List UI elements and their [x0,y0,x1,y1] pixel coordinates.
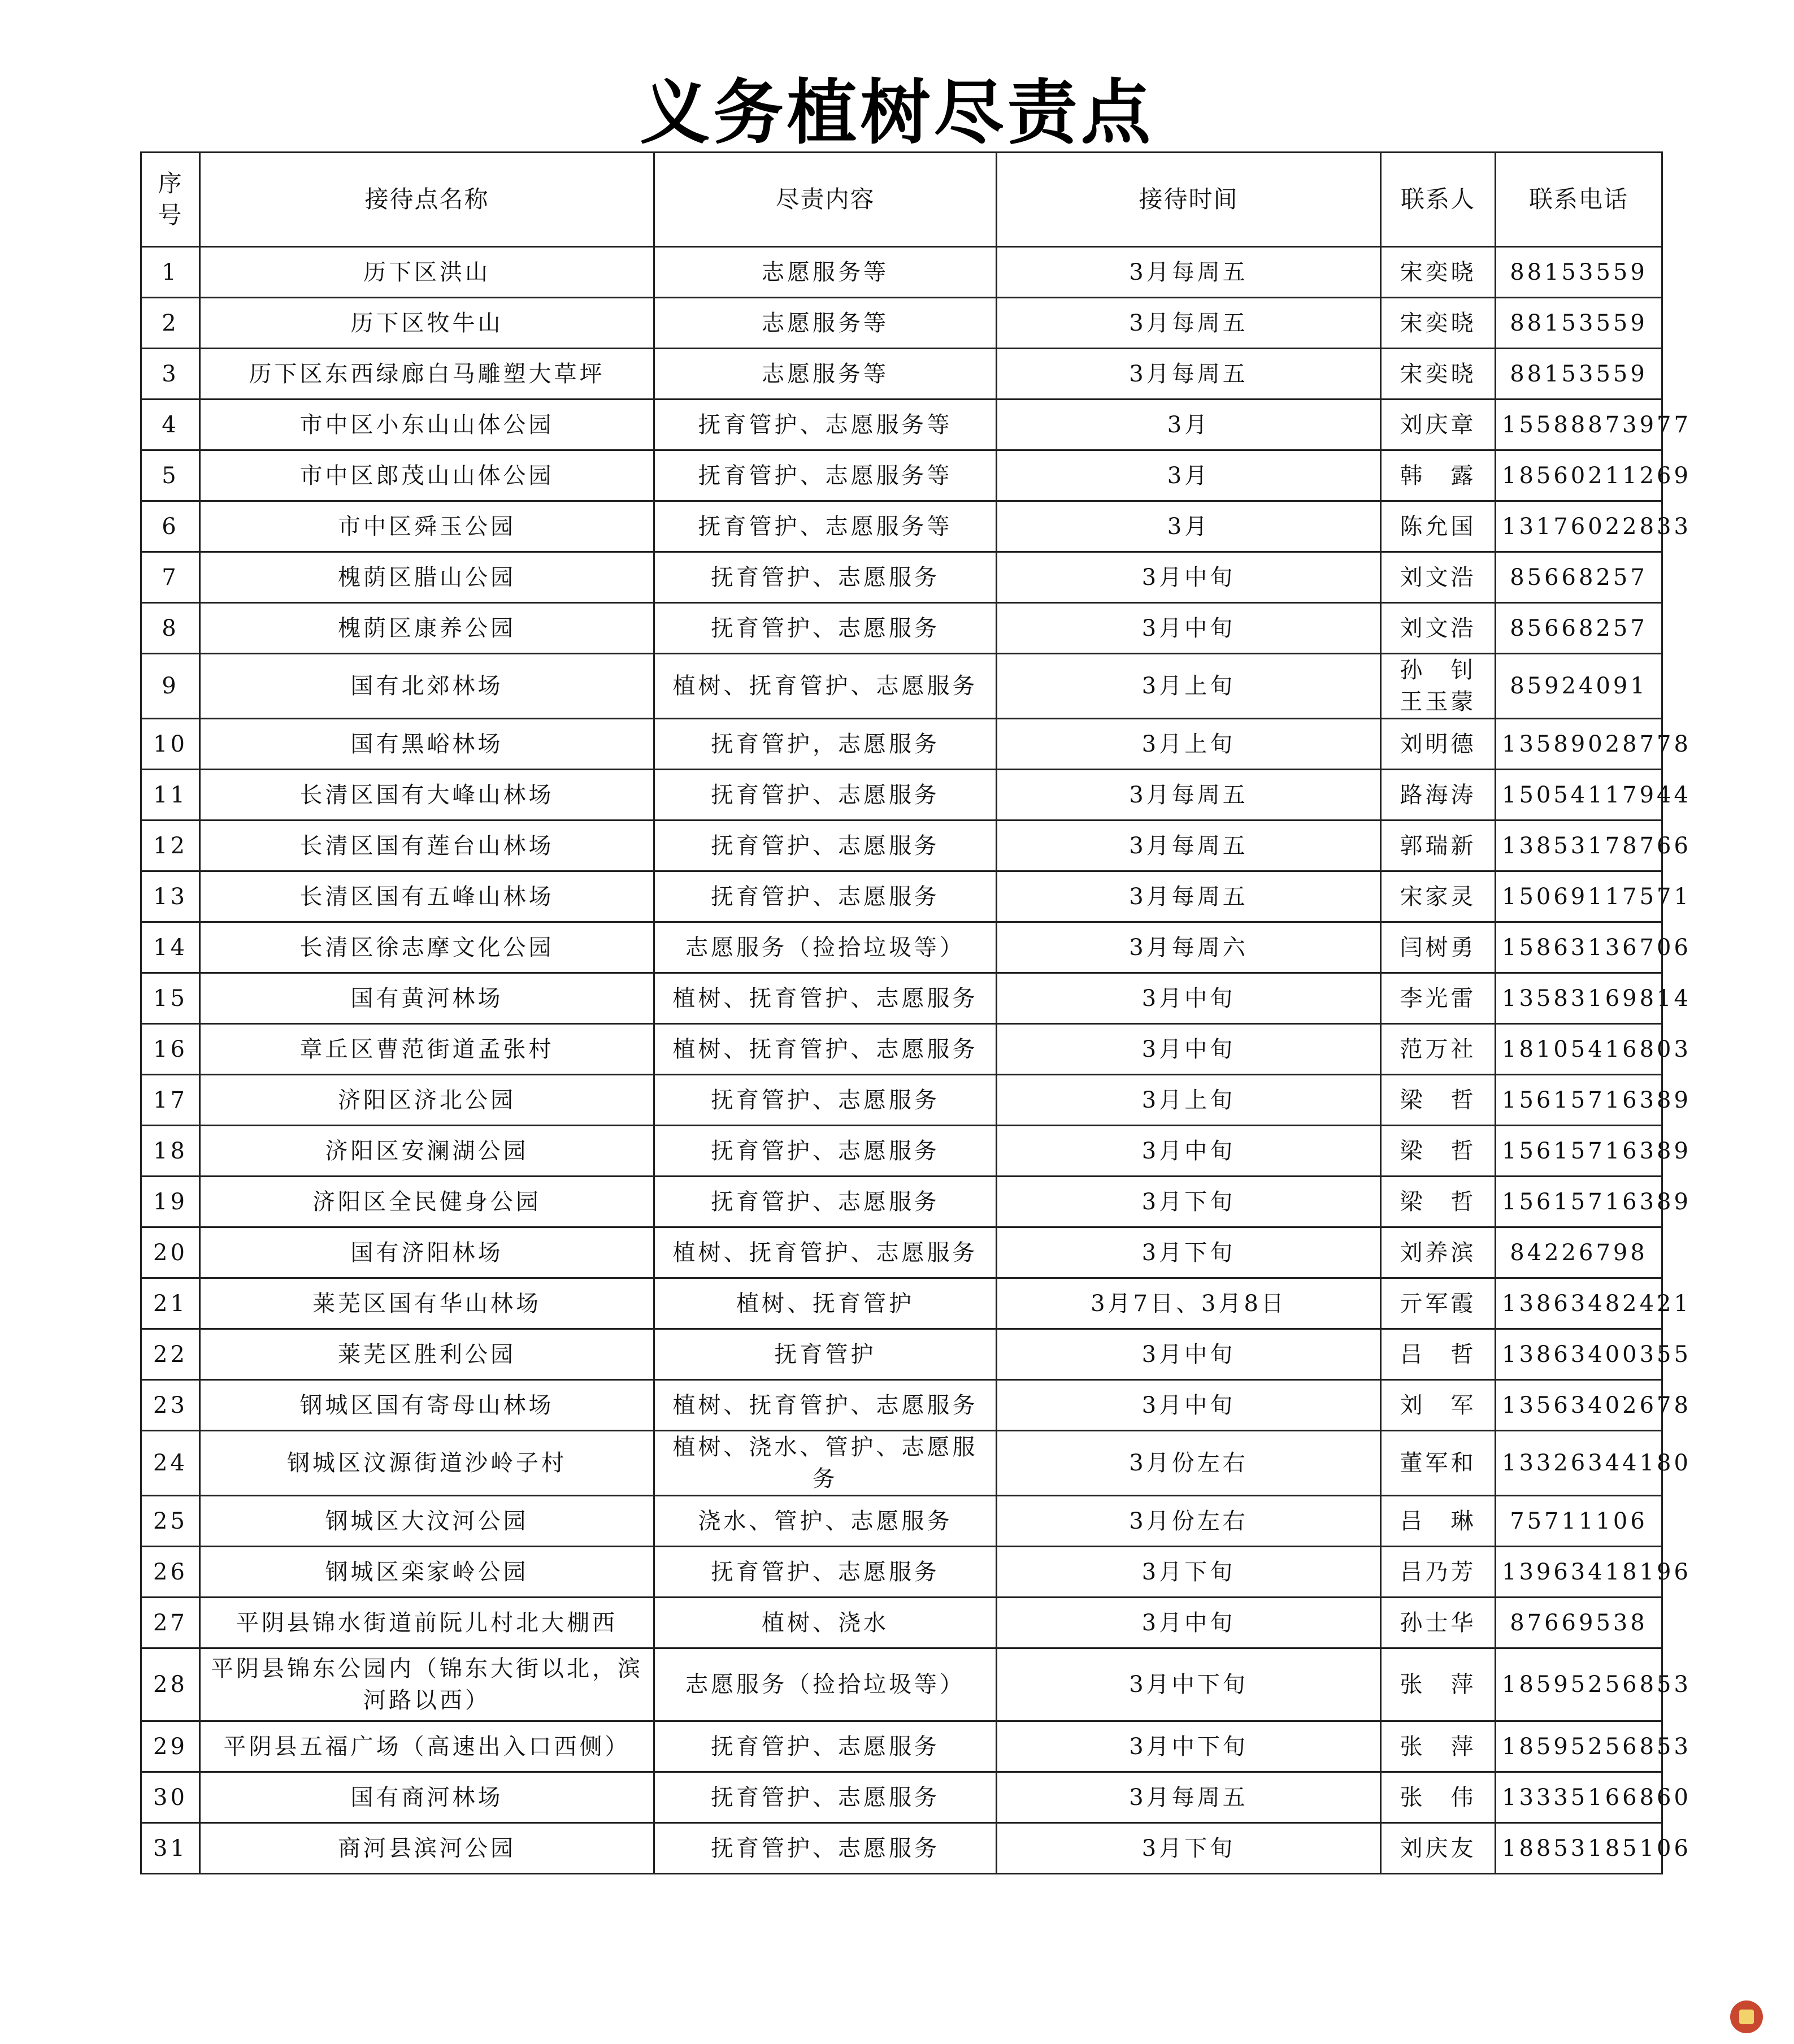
cell-contact [1381,770,1496,821]
cell-contact [1381,1772,1496,1823]
cell-time: 3月中旬 [997,552,1381,603]
cell-contact [1381,247,1496,298]
table-body [141,247,1691,1874]
cell-time: 3月 [997,450,1381,501]
cell-contact [1381,298,1496,349]
cell-name: 市中区郎茂山山体公园 [200,450,654,501]
cell-seq: 26 [141,1547,200,1598]
cell-time: 3月中旬 [997,1329,1381,1380]
table-row [141,654,1662,719]
cell-contact [1381,1278,1496,1329]
cell-contact [1381,603,1496,654]
contact-name: 梁 哲 [1400,1087,1476,1113]
cell-time: 3月每周五 [997,349,1381,400]
cell-name: 钢城区国有寄母山林场 [200,1380,654,1431]
cell-phone: 18560211269 [1496,450,1662,501]
cell-time: 3月上旬 [997,654,1381,719]
cell-name: 钢城区栾家岭公园 [200,1547,654,1598]
contact-name: 郭瑞新 [1400,832,1476,859]
cell-content: 植树、抚育管护、志愿服务 [654,973,997,1024]
cell-contact [1381,1648,1496,1721]
cell-content: 志愿服务等 [654,349,997,400]
cell-time: 3月每周五 [997,821,1381,871]
cell-contact [1381,1823,1496,1874]
table-row [141,1380,1662,1431]
cell-phone: 84226798 [1496,1227,1662,1278]
header-content: 尽责内容 [654,153,997,247]
cell-contact [1381,654,1496,719]
cell-seq: 21 [141,1278,200,1329]
contact-name: 梁 哲 [1400,1138,1476,1164]
contact-name: 路海涛 [1400,782,1476,808]
cell-seq: 9 [141,654,200,719]
cell-phone: 85668257 [1496,603,1662,654]
cell-content: 植树、浇水 [654,1598,997,1648]
cell-name: 长清区国有大峰山林场 [200,770,654,821]
cell-phone: 87669538 [1496,1598,1662,1648]
cell-seq: 28 [141,1648,200,1721]
cell-time: 3月份左右 [997,1431,1381,1496]
cell-seq: 16 [141,1024,200,1075]
cell-phone: 18853185106 [1496,1823,1662,1874]
table-row [141,247,1662,298]
cell-name: 历下区东西绿廊白马雕塑大草坪 [200,349,654,400]
cell-phone: 13326344180 [1496,1431,1662,1496]
cell-content: 抚育管护、志愿服务 [654,603,997,654]
cell-content: 抚育管护、志愿服务 [654,770,997,821]
table-row [141,1278,1662,1329]
contact-name: 刘庆友 [1400,1835,1476,1861]
cell-seq: 4 [141,400,200,450]
cell-phone: 18595256853 [1496,1648,1662,1721]
cell-name: 莱芜区国有华山林场 [200,1278,654,1329]
cell-contact [1381,973,1496,1024]
table-row [141,1823,1662,1874]
cell-name: 钢城区大汶河公园 [200,1496,654,1547]
cell-seq: 23 [141,1380,200,1431]
cell-seq: 29 [141,1721,200,1772]
cell-content: 抚育管护，志愿服务 [654,719,997,770]
contact-name: 韩 露 [1400,462,1476,489]
cell-seq: 17 [141,1075,200,1126]
cell-name: 历下区洪山 [200,247,654,298]
cell-phone: 13563402678 [1496,1380,1662,1431]
cell-phone: 15863136706 [1496,922,1662,973]
cell-phone: 15069117571 [1496,871,1662,922]
cell-time: 3月每周六 [997,922,1381,973]
cell-contact [1381,1431,1496,1496]
contact-name: 张 萍 [1400,1672,1476,1698]
cell-phone: 13853178766 [1496,821,1662,871]
cell-contact [1381,1496,1496,1547]
cell-seq: 8 [141,603,200,654]
cell-seq: 7 [141,552,200,603]
contact-name: 宋奕晓 [1400,310,1476,336]
cell-seq: 22 [141,1329,200,1380]
table-row [141,1329,1662,1380]
cell-content: 抚育管护、志愿服务等 [654,501,997,552]
cell-phone: 15615716389 [1496,1075,1662,1126]
cell-phone: 15054117944 [1496,770,1662,821]
table-row [141,719,1662,770]
table-row [141,400,1662,450]
table-row [141,871,1662,922]
cell-seq: 18 [141,1126,200,1177]
planting-points-table [140,151,1691,1874]
table-row [141,1772,1662,1823]
cell-content: 志愿服务（捡拾垃圾等） [654,922,997,973]
table-row [141,298,1662,349]
cell-content: 抚育管护、志愿服务 [654,1177,997,1227]
cell-name: 市中区小东山山体公园 [200,400,654,450]
cell-seq: 5 [141,450,200,501]
cell-time: 3月份左右 [997,1496,1381,1547]
cell-time: 3月每周五 [997,770,1381,821]
contact-name: 刘庆章 [1400,411,1476,438]
table-row [141,1648,1662,1721]
cell-contact [1381,450,1496,501]
contact-name: 刘文浩 [1400,615,1476,641]
cell-seq: 3 [141,349,200,400]
cell-seq: 14 [141,922,200,973]
table-row [141,1227,1662,1278]
cell-time: 3月7日、3月8日 [997,1278,1381,1329]
cell-name: 国有北郊林场 [200,654,654,719]
cell-time: 3月每周五 [997,871,1381,922]
cell-contact [1381,1380,1496,1431]
cell-time: 3月下旬 [997,1547,1381,1598]
cell-content: 志愿服务等 [654,247,997,298]
page-title: 义务植树尽责点 [640,72,1154,154]
cell-name: 平阴县锦东公园内（锦东大街以北，滨河路以西） [200,1648,654,1721]
table-row [141,1024,1662,1075]
cell-name: 长清区国有五峰山林场 [200,871,654,922]
cell-contact [1381,871,1496,922]
cell-phone: 13863482421 [1496,1278,1662,1329]
contact-name: 刘养滨 [1400,1239,1476,1266]
cell-content: 抚育管护、志愿服务 [654,821,997,871]
cell-phone: 13335166860 [1496,1772,1662,1823]
cell-seq: 6 [141,501,200,552]
cell-name: 济阳区济北公园 [200,1075,654,1126]
table-header-row [141,153,1662,247]
contact-name: 董军和 [1400,1450,1476,1476]
cell-name: 济阳区安澜湖公园 [200,1126,654,1177]
cell-content: 抚育管护 [654,1329,997,1380]
contact-name: 亓军霞 [1400,1290,1476,1317]
cell-contact [1381,1177,1496,1227]
cell-content: 抚育管护、志愿服务 [654,871,997,922]
cell-phone: 13863400355 [1496,1329,1662,1380]
cell-phone: 13583169814 [1496,973,1662,1024]
table-row [141,1721,1662,1772]
contact-name: 刘明德 [1400,731,1476,757]
cell-seq: 19 [141,1177,200,1227]
header-time: 接待时间 [997,153,1381,247]
cell-content: 抚育管护、志愿服务等 [654,450,997,501]
cell-name: 国有商河林场 [200,1772,654,1823]
contact-name: 宋家灵 [1400,883,1476,910]
cell-time: 3月中旬 [997,1126,1381,1177]
contact-name: 吕 哲 [1400,1341,1476,1368]
cell-name: 莱芜区胜利公园 [200,1329,654,1380]
cell-contact [1381,1227,1496,1278]
cell-phone: 13589028778 [1496,719,1662,770]
cell-phone: 88153559 [1496,349,1662,400]
contact-name: 孙士华 [1400,1609,1476,1636]
cell-seq: 24 [141,1431,200,1496]
cell-seq: 31 [141,1823,200,1874]
cell-phone: 88153559 [1496,298,1662,349]
cell-content: 抚育管护、志愿服务 [654,1126,997,1177]
cell-seq: 12 [141,821,200,871]
contact-name: 张 伟 [1400,1784,1476,1811]
cell-phone: 15615716389 [1496,1126,1662,1177]
table-row [141,1075,1662,1126]
cell-phone: 88153559 [1496,247,1662,298]
cell-seq: 2 [141,298,200,349]
cell-seq: 27 [141,1598,200,1648]
table-row [141,1177,1662,1227]
contact-name: 李光雷 [1400,985,1476,1012]
cell-phone: 13176022833 [1496,501,1662,552]
cell-time: 3月下旬 [997,1823,1381,1874]
cell-seq: 25 [141,1496,200,1547]
cell-content: 抚育管护、志愿服务 [654,1772,997,1823]
table-row [141,770,1662,821]
cell-phone: 15615716389 [1496,1177,1662,1227]
cell-name: 历下区牧牛山 [200,298,654,349]
contact-name: 陈允国 [1400,513,1476,540]
cell-seq: 1 [141,247,200,298]
site-logo-watermark [1730,2000,1763,2033]
cell-time: 3月中下旬 [997,1721,1381,1772]
cell-contact [1381,349,1496,400]
cell-time: 3月中旬 [997,973,1381,1024]
table-row [141,450,1662,501]
cell-name: 长清区国有莲台山林场 [200,821,654,871]
contact-name: 孙 钊 [1400,657,1476,683]
contact-name: 闫树勇 [1400,934,1476,961]
contact-name: 宋奕晓 [1400,259,1476,285]
cell-phone: 18595256853 [1496,1721,1662,1772]
cell-name: 槐荫区康养公园 [200,603,654,654]
cell-content: 植树、浇水、管护、志愿服务 [654,1431,997,1496]
cell-time: 3月中旬 [997,1380,1381,1431]
cell-contact [1381,1598,1496,1648]
cell-time: 3月下旬 [997,1227,1381,1278]
cell-phone: 13963418196 [1496,1547,1662,1598]
cell-phone: 18105416803 [1496,1024,1662,1075]
cell-seq: 15 [141,973,200,1024]
cell-content: 抚育管护、志愿服务等 [654,400,997,450]
cell-contact [1381,922,1496,973]
cell-seq: 11 [141,770,200,821]
cell-contact [1381,821,1496,871]
cell-seq: 30 [141,1772,200,1823]
header-phone: 联系电话 [1496,153,1662,247]
cell-phone: 85924091 [1496,654,1662,719]
contact-name: 吕乃芳 [1400,1559,1476,1585]
cell-content: 抚育管护、志愿服务 [654,1075,997,1126]
cell-time: 3月每周五 [997,247,1381,298]
contact-name: 张 萍 [1400,1733,1476,1760]
table-row [141,552,1662,603]
cell-contact [1381,1547,1496,1598]
cell-time: 3月每周五 [997,1772,1381,1823]
contact-name: 刘文浩 [1400,564,1476,591]
contact-name: 吕 琳 [1400,1508,1476,1534]
cell-name: 钢城区汶源街道沙岭子村 [200,1431,654,1496]
cell-contact [1381,1024,1496,1075]
cell-time: 3月中旬 [997,603,1381,654]
table-row [141,603,1662,654]
cell-content: 浇水、管护、志愿服务 [654,1496,997,1547]
cell-contact [1381,1329,1496,1380]
table-row [141,1598,1662,1648]
contact-name: 梁 哲 [1400,1188,1476,1215]
cell-content: 抚育管护、志愿服务 [654,1721,997,1772]
cell-name: 章丘区曹范街道孟张村 [200,1024,654,1075]
cell-time: 3月 [997,400,1381,450]
cell-contact [1381,552,1496,603]
contact-name: 宋奕晓 [1400,361,1476,387]
cell-name: 槐荫区腊山公园 [200,552,654,603]
cell-name: 济阳区全民健身公园 [200,1177,654,1227]
table-row [141,922,1662,973]
cell-name: 平阴县锦水街道前阮儿村北大棚西 [200,1598,654,1648]
cell-name: 国有黑峪林场 [200,719,654,770]
cell-content: 植树、抚育管护 [654,1278,997,1329]
cell-name: 国有黄河林场 [200,973,654,1024]
table-row [141,1126,1662,1177]
table-row [141,349,1662,400]
cell-time: 3月下旬 [997,1177,1381,1227]
table-row [141,821,1662,871]
cell-name: 市中区舜玉公园 [200,501,654,552]
cell-contact [1381,1126,1496,1177]
cell-time: 3月每周五 [997,298,1381,349]
cell-content: 志愿服务（捡拾垃圾等） [654,1648,997,1721]
cell-time: 3月上旬 [997,1075,1381,1126]
cell-content: 抚育管护、志愿服务 [654,552,997,603]
cell-content: 植树、抚育管护、志愿服务 [654,1024,997,1075]
cell-contact [1381,1075,1496,1126]
cell-phone: 15588873977 [1496,400,1662,450]
contact-name: 刘 军 [1400,1392,1476,1418]
cell-phone: 75711106 [1496,1496,1662,1547]
cell-content: 抚育管护、志愿服务 [654,1547,997,1598]
cell-time: 3月 [997,501,1381,552]
cell-contact [1381,719,1496,770]
cell-time: 3月中旬 [997,1024,1381,1075]
header-seq: 序 号 [141,153,200,247]
table-row [141,1496,1662,1547]
table-row [141,1431,1662,1496]
cell-contact [1381,1721,1496,1772]
cell-contact [1381,501,1496,552]
cell-time: 3月中下旬 [997,1648,1381,1721]
cell-content: 植树、抚育管护、志愿服务 [654,1227,997,1278]
cell-contact [1381,400,1496,450]
contact-name: 范万社 [1400,1036,1476,1062]
table-row [141,973,1662,1024]
cell-content: 植树、抚育管护、志愿服务 [654,654,997,719]
header-contact: 联系人 [1381,153,1496,247]
cell-phone: 85668257 [1496,552,1662,603]
cell-name: 商河县滨河公园 [200,1823,654,1874]
cell-content: 植树、抚育管护、志愿服务 [654,1380,997,1431]
table-row [141,1547,1662,1598]
contact-name: 王玉蒙 [1400,689,1476,715]
cell-time: 3月中旬 [997,1598,1381,1648]
cell-seq: 10 [141,719,200,770]
cell-seq: 13 [141,871,200,922]
header-name: 接待点名称 [200,153,654,247]
cell-content: 抚育管护、志愿服务 [654,1823,997,1874]
cell-time: 3月上旬 [997,719,1381,770]
cell-name: 国有济阳林场 [200,1227,654,1278]
table-row [141,501,1662,552]
cell-seq: 20 [141,1227,200,1278]
cell-name: 平阴县五福广场（高速出入口西侧） [200,1721,654,1772]
cell-name: 长清区徐志摩文化公园 [200,922,654,973]
cell-content: 志愿服务等 [654,298,997,349]
